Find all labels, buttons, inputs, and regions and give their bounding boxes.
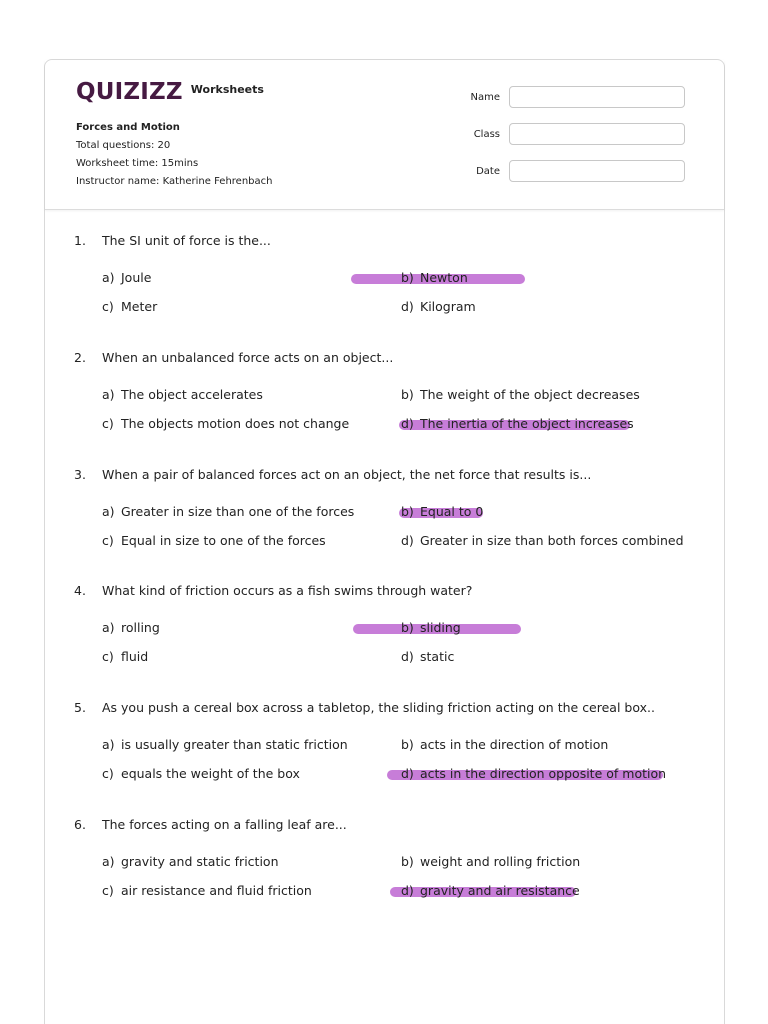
date-label: Date bbox=[476, 165, 500, 177]
date-field-row bbox=[445, 160, 685, 182]
option-letter: b) bbox=[401, 270, 414, 285]
option-text: gravity and static friction bbox=[121, 854, 279, 869]
option-text: weight and rolling friction bbox=[420, 854, 581, 869]
question-4 bbox=[74, 583, 714, 664]
option-text: gravity and air resistance bbox=[420, 883, 580, 898]
question-6 bbox=[74, 817, 714, 898]
option-d bbox=[401, 533, 684, 549]
name-field-row bbox=[445, 86, 685, 108]
option-text: static bbox=[420, 649, 455, 664]
option-letter: b) bbox=[401, 854, 414, 869]
option-letter: a) bbox=[102, 270, 115, 285]
option-letter: d) bbox=[401, 649, 414, 664]
option-letter: d) bbox=[401, 299, 414, 314]
name-label: Name bbox=[470, 91, 500, 103]
question-stem bbox=[74, 233, 714, 249]
option-text: Meter bbox=[121, 299, 158, 314]
option-text: Equal in size to one of the forces bbox=[121, 533, 326, 548]
question-text: What kind of friction occurs as a fish swims through water? bbox=[102, 583, 473, 598]
option-text: is usually greater than static friction bbox=[121, 737, 348, 752]
option-d bbox=[401, 299, 476, 315]
option-letter: c) bbox=[102, 533, 114, 548]
option-letter: a) bbox=[102, 387, 115, 402]
date-input[interactable] bbox=[509, 160, 685, 182]
option-letter: a) bbox=[102, 620, 115, 635]
option-letter: c) bbox=[102, 416, 114, 431]
option-c bbox=[102, 416, 349, 432]
option-text: The object accelerates bbox=[121, 387, 263, 402]
question-number: 4. bbox=[74, 583, 86, 598]
logo-subtitle: Worksheets bbox=[190, 83, 264, 96]
option-c bbox=[102, 533, 326, 549]
option-letter: c) bbox=[102, 766, 114, 781]
name-input[interactable] bbox=[509, 86, 685, 108]
option-letter: d) bbox=[401, 533, 414, 548]
option-a bbox=[102, 620, 160, 636]
option-d bbox=[401, 649, 454, 665]
question-text: When an unbalanced force acts on an object... bbox=[102, 350, 394, 365]
question-stem bbox=[74, 583, 714, 599]
option-text: sliding bbox=[420, 620, 461, 635]
logo-wordmark: QUIZIZZ bbox=[76, 79, 183, 105]
option-b bbox=[401, 270, 468, 286]
question-number: 2. bbox=[74, 350, 86, 365]
option-text: acts in the direction of motion bbox=[420, 737, 609, 752]
option-d bbox=[401, 416, 634, 432]
option-a bbox=[102, 737, 348, 753]
option-a bbox=[102, 387, 263, 403]
option-a bbox=[102, 504, 354, 520]
question-text: When a pair of balanced forces act on an object, the net force that results is... bbox=[102, 467, 592, 482]
question-text: The forces acting on a falling leaf are... bbox=[102, 817, 347, 832]
option-letter: a) bbox=[102, 854, 115, 869]
option-d bbox=[401, 766, 666, 782]
quizizz-logo bbox=[76, 79, 264, 105]
option-letter: d) bbox=[401, 883, 414, 898]
option-d bbox=[401, 883, 580, 899]
option-text: Equal to 0 bbox=[420, 504, 484, 519]
option-b bbox=[401, 620, 461, 636]
option-b bbox=[401, 854, 580, 870]
option-text: Joule bbox=[121, 270, 152, 285]
option-text: fluid bbox=[121, 649, 149, 664]
question-3 bbox=[74, 467, 714, 548]
option-text: The objects motion does not change bbox=[121, 416, 350, 431]
option-text: The inertia of the object increases bbox=[420, 416, 634, 431]
worksheet-header bbox=[45, 60, 724, 210]
class-input[interactable] bbox=[509, 123, 685, 145]
option-text: Kilogram bbox=[420, 299, 476, 314]
question-text: The SI unit of force is the... bbox=[102, 233, 271, 248]
option-c bbox=[102, 883, 312, 899]
instructor-name: Instructor name: Katherine Fehrenbach bbox=[76, 176, 273, 187]
question-1 bbox=[74, 233, 714, 314]
question-text: As you push a cereal box across a tabletop, the sliding friction acting on the cereal box.. bbox=[102, 700, 655, 715]
option-letter: d) bbox=[401, 766, 414, 781]
question-number: 3. bbox=[74, 467, 86, 482]
option-letter: c) bbox=[102, 299, 114, 314]
option-text: equals the weight of the box bbox=[121, 766, 300, 781]
option-b bbox=[401, 387, 640, 403]
option-a bbox=[102, 270, 151, 286]
class-field-row bbox=[445, 123, 685, 145]
option-c bbox=[102, 766, 300, 782]
option-c bbox=[102, 649, 148, 665]
question-2 bbox=[74, 350, 714, 431]
option-b bbox=[401, 504, 483, 520]
total-questions: Total questions: 20 bbox=[76, 140, 171, 151]
question-stem bbox=[74, 817, 714, 833]
option-letter: c) bbox=[102, 883, 114, 898]
worksheet-meta bbox=[76, 119, 272, 191]
option-letter: b) bbox=[401, 620, 414, 635]
option-letter: a) bbox=[102, 504, 115, 519]
option-text: The weight of the object decreases bbox=[420, 387, 640, 402]
option-text: rolling bbox=[121, 620, 160, 635]
option-letter: c) bbox=[102, 649, 114, 664]
option-letter: a) bbox=[102, 737, 115, 752]
worksheet-time: Worksheet time: 15mins bbox=[76, 158, 199, 169]
question-stem bbox=[74, 467, 714, 483]
class-label: Class bbox=[473, 128, 500, 140]
option-letter: b) bbox=[401, 737, 414, 752]
option-letter: b) bbox=[401, 504, 414, 519]
option-letter: b) bbox=[401, 387, 414, 402]
question-number: 6. bbox=[74, 817, 86, 832]
question-number: 5. bbox=[74, 700, 86, 715]
option-a bbox=[102, 854, 279, 870]
option-text: air resistance and fluid friction bbox=[121, 883, 312, 898]
question-stem bbox=[74, 350, 714, 366]
option-c bbox=[102, 299, 157, 315]
question-number: 1. bbox=[74, 233, 86, 248]
worksheet-title: Forces and Motion bbox=[76, 122, 180, 133]
option-text: Greater in size than one of the forces bbox=[121, 504, 355, 519]
option-text: Greater in size than both forces combined bbox=[420, 533, 684, 548]
option-text: acts in the direction opposite of motion bbox=[420, 766, 667, 781]
option-text: Newton bbox=[420, 270, 468, 285]
question-5 bbox=[74, 700, 714, 781]
question-stem bbox=[74, 700, 714, 716]
option-b bbox=[401, 737, 608, 753]
option-letter: d) bbox=[401, 416, 414, 431]
